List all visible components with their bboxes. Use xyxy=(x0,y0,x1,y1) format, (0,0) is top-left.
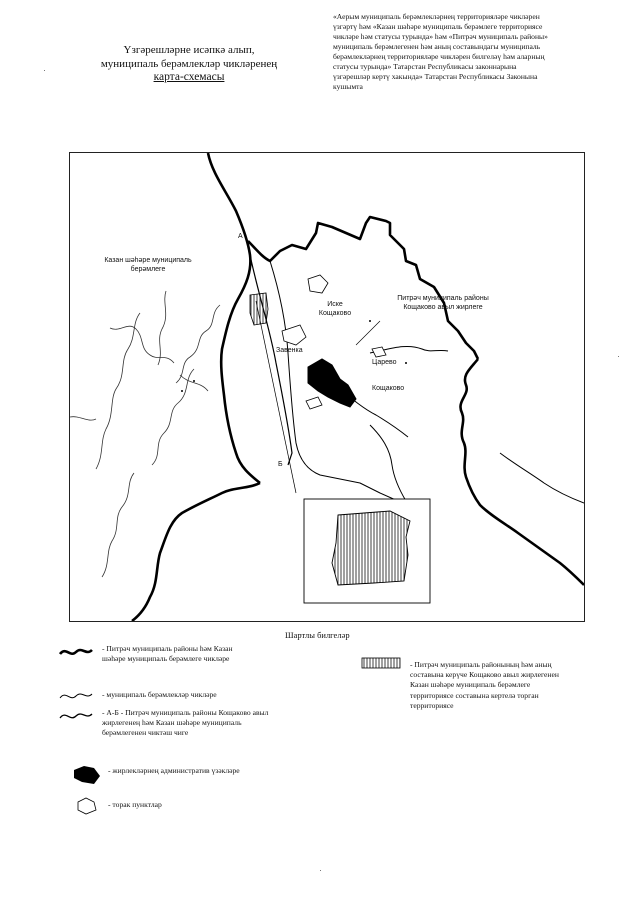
header-note: «Аерым муниципаль берәмлекләрнең территорияләре чикләрен үзгәртү һәм «Казан шәһәре муниципаль берәмлеге территориясе чикләре һәм статусы турында» һәм «Питрәч муниципаль районы» муниципаль берәмлегенен һәм аның составындагы муниципаль берәмлекләрнең территорияләре чикләрен билгеләү һәм аларның статусы турында» Татарстан Республикасы законнарына үзгәрешләр кертү хакында» Татарстан Республикасы Законына кушымта xyxy=(333,12,548,91)
title-line-2: муниципаль берәмлекләр чикләренең xyxy=(100,57,278,70)
label-pitrech-district: Питрәч муниципаль районы Кощаково авыл жирлеге xyxy=(397,295,489,311)
rivers xyxy=(70,291,220,577)
title-line-1: Үзгәрешләрне исәпкә алып, xyxy=(123,44,255,56)
scan-speck xyxy=(320,870,321,871)
legend-ab-border-symbol xyxy=(58,708,98,722)
map-title xyxy=(80,44,298,85)
label-point-a: А xyxy=(238,233,243,240)
scan-speck xyxy=(44,70,45,71)
legend-transferred-territory-label: - Питрәч муниципаль районының һәм аның составына керүче Кощаково авыл жирлегенен Казан шәһәре муниципаль берәмлеге территориясе составына кертелә торган территориясе xyxy=(410,660,559,710)
legend-settlements-label: - торак пунктлар xyxy=(108,800,162,809)
map-frame xyxy=(69,152,585,622)
legend-municipal-border-symbol xyxy=(58,688,98,702)
legend-municipal-border-label: - муниципаль берәмлекләр чикләре xyxy=(102,690,217,699)
map-canvas xyxy=(70,153,584,621)
label-koshchakovo: Кощаково xyxy=(372,385,405,392)
scan-speck xyxy=(618,356,619,357)
legend-settlements-symbol xyxy=(72,796,102,816)
title-line-3: карта-схемасы xyxy=(153,71,225,83)
legend-district-border-label: - Питрәч муниципаль районы һәм Казан шәһәре муниципаль берәмлеге чикләре xyxy=(102,644,233,664)
label-pointer xyxy=(356,321,380,345)
legend-admin-center-label: - жирлекләрнең административ үзәкләре xyxy=(108,766,240,775)
legend-title: Шартлы билгеләр xyxy=(285,630,350,640)
label-tsarevo: Царево xyxy=(372,359,397,366)
legend-district-border-symbol xyxy=(58,644,98,658)
legend-admin-center-symbol xyxy=(70,764,104,786)
legend-transferred-territory-symbol xyxy=(360,656,404,670)
inset-box xyxy=(304,499,430,603)
label-zavenka: Завенка xyxy=(276,347,303,354)
transferred-territory xyxy=(250,293,268,325)
label-point-b: Б xyxy=(278,461,283,468)
label-kazan: Казан шәһәре муниципаль берәмлеге xyxy=(104,257,192,273)
inset-territory xyxy=(332,511,410,585)
legend-ab-border-label: - А-Б - Питрәч муниципаль районы Кощаково авыл жирлегенең һәм Казан шәһәре муниципаль берәмлегенен чиктәш чиге xyxy=(102,708,269,738)
label-iske-koshchakovo: Иске Кощаково xyxy=(318,301,352,317)
